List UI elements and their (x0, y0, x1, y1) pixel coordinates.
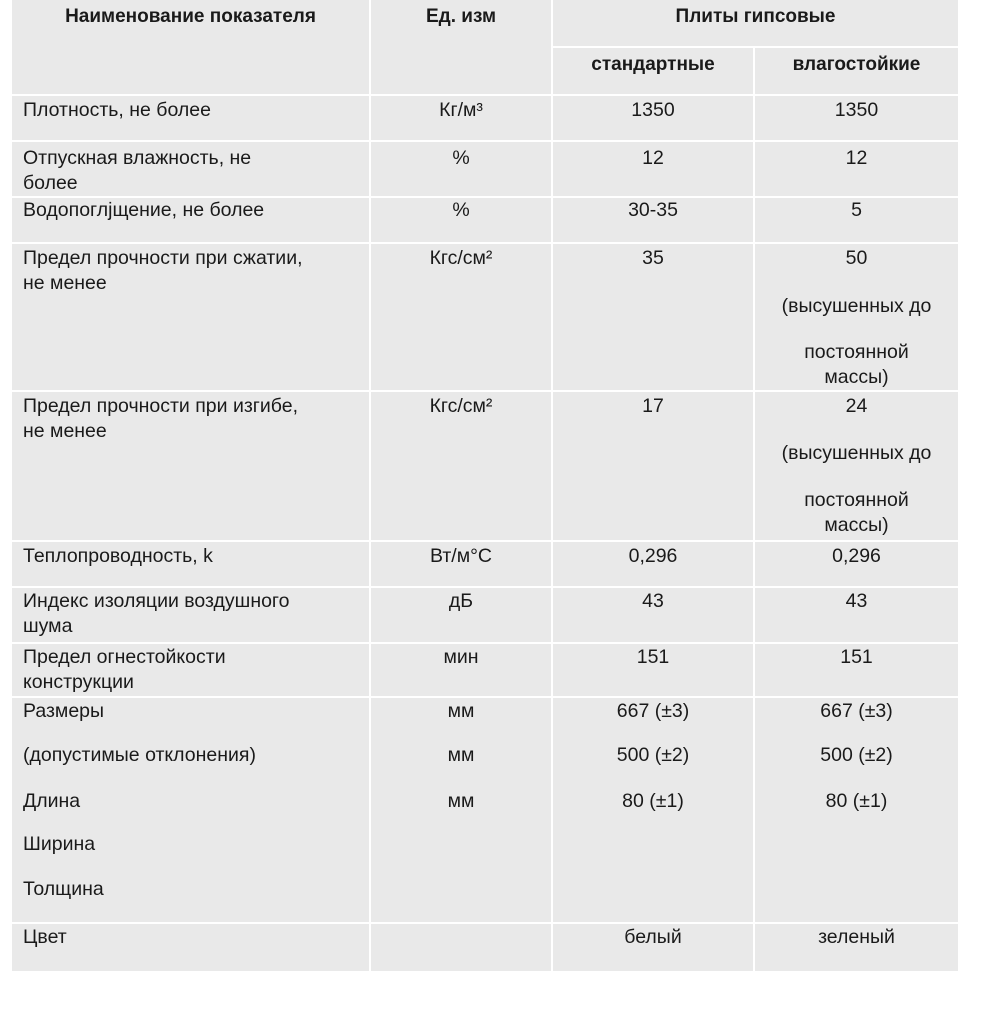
row-unit-text: Кгс/см² (429, 395, 493, 417)
table-row-standard (553, 588, 753, 642)
table-row-standard (553, 698, 753, 922)
table-row-name (12, 644, 369, 696)
table-row-standard (553, 142, 753, 196)
row-moisture-text: 1350 (834, 99, 879, 121)
table-row-name (12, 96, 369, 140)
row-name-text: Водопоглјщение, не более (23, 199, 265, 221)
header-moisture: влагостойкие (792, 54, 921, 75)
table-row-standard (553, 392, 753, 540)
row-standard-text: 35 (642, 247, 664, 269)
row-name-text: Размеры (23, 700, 105, 722)
table-row-standard (553, 96, 753, 140)
row-moisture-text: 667 (±3) (820, 700, 893, 722)
table-row-name (12, 698, 369, 922)
row-unit-text: мм (447, 744, 475, 766)
header-name: Наименование показателя (65, 6, 316, 27)
row-name-text: Предел огнестойкости конструкции (23, 646, 226, 693)
row-name-text: Толщина (23, 878, 104, 900)
table-row-standard (553, 542, 753, 586)
row-standard-text: 43 (642, 590, 664, 612)
row-standard-text: 17 (642, 395, 664, 417)
row-unit-text: % (452, 147, 470, 169)
table-row-standard (553, 244, 753, 390)
table-row-unit (371, 198, 551, 242)
table-row-moisture (755, 644, 958, 696)
row-unit-text: мин (443, 646, 479, 668)
row-standard-text: 500 (±2) (616, 744, 690, 766)
table-row-unit (371, 588, 551, 642)
row-unit-text: Кгс/см² (429, 247, 493, 269)
table-row-moisture (755, 698, 958, 922)
header-moisture-cell (755, 48, 958, 94)
row-moisture-text: 24 (845, 395, 868, 417)
row-moisture-text: 12 (845, 147, 868, 169)
row-moisture-text: 50 (845, 247, 868, 269)
row-name-text: Длина (23, 790, 81, 812)
table-row-moisture (755, 142, 958, 196)
row-name-text: Теплопроводность, k (23, 545, 213, 567)
row-name-text: Предел прочности при сжатии, не менее (23, 247, 303, 294)
table-row-name (12, 244, 369, 390)
table-row-moisture (755, 198, 958, 242)
header-group: Плиты гипсовые (675, 6, 836, 27)
row-moisture-text: 5 (851, 199, 862, 221)
row-unit-text: Кг/м³ (439, 99, 483, 121)
table-row-unit (371, 644, 551, 696)
table-row-unit (371, 698, 551, 922)
row-moisture-text: зеленый (818, 926, 895, 948)
table-row-unit (371, 392, 551, 540)
row-name-text: (допустимые отклонения) (23, 744, 256, 766)
table-row-moisture (755, 542, 958, 586)
table-row-unit (371, 96, 551, 140)
row-standard-text: 30-35 (628, 199, 678, 221)
header-unit: Ед. изм (426, 6, 496, 27)
table-row-name (12, 924, 369, 971)
header-name-cell (12, 0, 369, 94)
table-row-name (12, 198, 369, 242)
row-unit-text: Вт/м°С (430, 545, 492, 567)
row-standard-text: 1350 (631, 99, 675, 121)
table-row-unit (371, 542, 551, 586)
table-row-unit (371, 924, 551, 971)
table-row-standard (553, 644, 753, 696)
table-row-moisture (755, 588, 958, 642)
row-name-text: Цвет (23, 926, 67, 948)
row-name-text: Плотность, не более (23, 99, 211, 121)
table-row-moisture (755, 96, 958, 140)
row-name-text: Ширина (23, 833, 96, 855)
table-row-moisture (755, 244, 958, 390)
row-unit-text: мм (447, 700, 475, 722)
row-name-text: Отпускная влажность, не более (23, 147, 252, 194)
table-row-name (12, 142, 369, 196)
header-unit-cell (371, 0, 551, 94)
row-moisture-text: 80 (±1) (825, 790, 888, 812)
row-name-text: Предел прочности при изгибе, не менее (23, 395, 298, 442)
table-row-standard (553, 924, 753, 971)
row-moisture-text: 0,296 (832, 545, 881, 567)
table-row-name (12, 588, 369, 642)
row-unit-text: дБ (448, 590, 474, 612)
table-row-moisture (755, 392, 958, 540)
table-row-unit (371, 142, 551, 196)
table-row-name (12, 542, 369, 586)
row-moisture-text: 151 (840, 646, 873, 668)
row-name-text: Индекс изоляции воздушного шума (23, 590, 290, 637)
row-moisture-note: постоянной массы) (804, 341, 909, 388)
table-row-unit (371, 244, 551, 390)
row-standard-text: белый (624, 926, 682, 948)
properties-table (12, 0, 958, 971)
header-group-cell (553, 0, 958, 46)
header-standard: стандартные (591, 54, 715, 75)
row-standard-text: 80 (±1) (622, 790, 684, 812)
row-unit-text: мм (447, 790, 475, 812)
row-moisture-note: (высушенных до (781, 442, 932, 464)
row-standard-text: 667 (±3) (616, 700, 690, 722)
table-row-moisture (755, 924, 958, 971)
row-standard-text: 151 (636, 646, 670, 668)
row-moisture-text: 43 (845, 590, 868, 612)
row-standard-text: 0,296 (628, 545, 678, 567)
row-standard-text: 12 (642, 147, 664, 169)
table-row-name (12, 392, 369, 540)
row-moisture-text: 500 (±2) (820, 744, 893, 766)
header-standard-cell (553, 48, 753, 94)
row-moisture-note: (высушенных до (781, 295, 932, 317)
table-row-standard (553, 198, 753, 242)
row-moisture-note: постоянной массы) (804, 489, 909, 536)
row-unit-text: % (452, 199, 470, 221)
